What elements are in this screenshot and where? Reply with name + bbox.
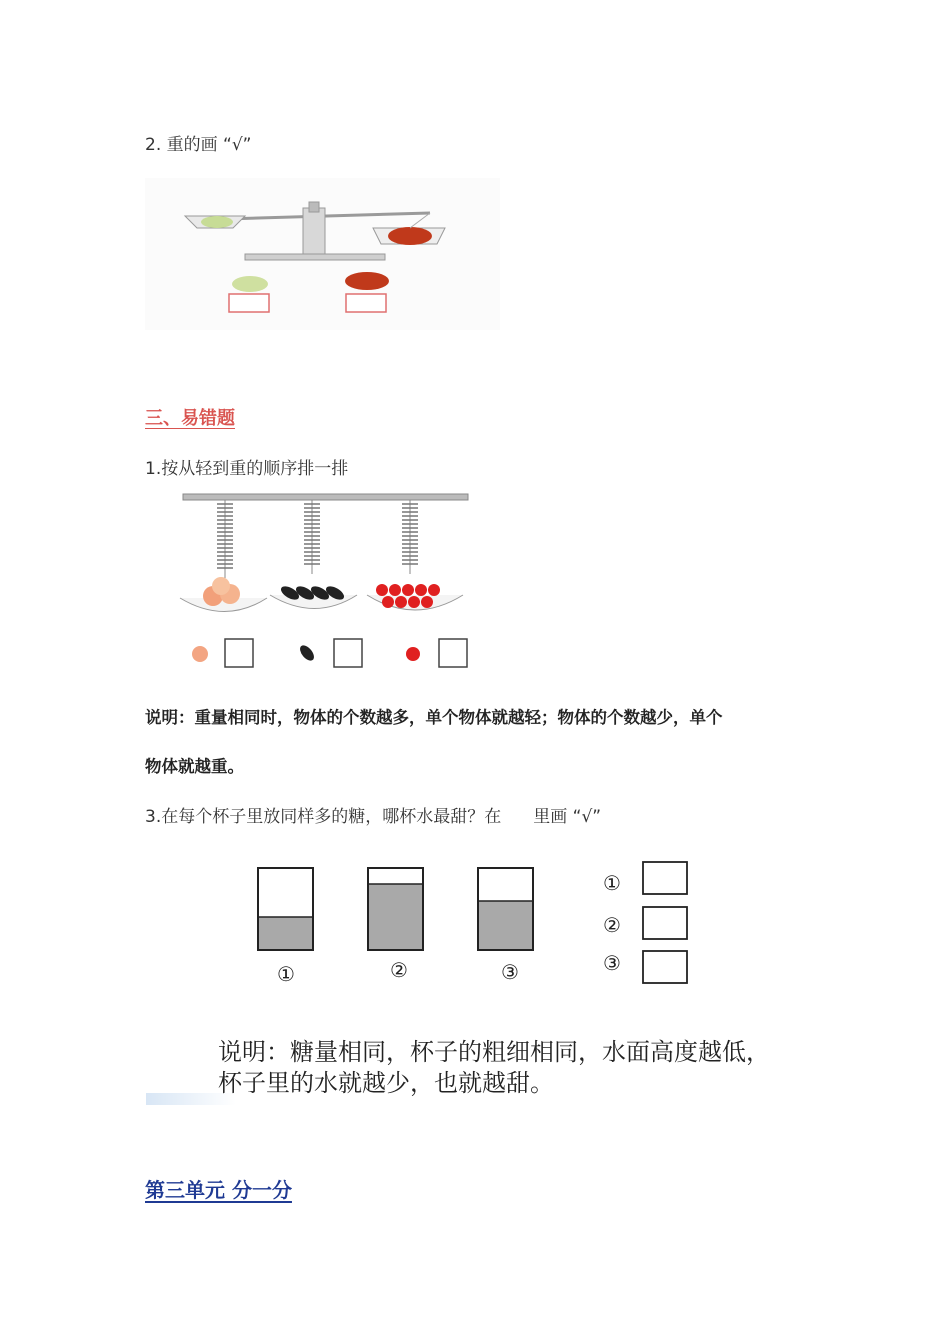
cup-1 <box>258 868 313 950</box>
balance-scale-image <box>145 178 500 330</box>
scale-pillar <box>303 208 325 256</box>
cups-note-line-2: 杯子里的水就越少，也就越甜。 <box>218 1069 554 1097</box>
answer-box-cup-3[interactable] <box>643 951 687 983</box>
spring-1 <box>217 500 233 578</box>
question-3-text-after: 里画 “√” <box>533 807 602 827</box>
answer-label-1: ① <box>603 871 621 895</box>
scale-base <box>245 254 385 260</box>
answer-box-cup-2[interactable] <box>643 907 687 939</box>
answer-box-sweet-potato[interactable] <box>346 294 386 312</box>
cup-3 <box>478 868 533 950</box>
melon-icon <box>232 276 268 292</box>
spring-3 <box>402 500 418 574</box>
cup-label-3: ③ <box>501 960 519 984</box>
question-3-text-before: 3.在每个杯子里放同样多的糖，哪杯水最甜？在 <box>145 807 502 827</box>
answer-box-cup-1[interactable] <box>643 862 687 894</box>
melon-on-pan <box>201 216 233 228</box>
sweet-potato-icon <box>345 272 389 290</box>
eggplant-small-icon <box>297 643 316 663</box>
spring-2 <box>304 500 320 574</box>
cup-2 <box>368 868 423 950</box>
hanging-bar <box>183 494 468 500</box>
section-heading-mistakes: 三、易错题 <box>145 408 235 429</box>
cup-label-2: ② <box>390 958 408 982</box>
answer-box-eggplant[interactable] <box>334 639 362 667</box>
cups-note-line-1: 说明：糖量相同，杯子的粗细相同，水面高度越低， <box>218 1038 770 1066</box>
answer-label-2: ② <box>603 913 621 937</box>
peach-small-icon <box>192 646 208 662</box>
answer-label-3: ③ <box>603 951 621 975</box>
question-1-text: 1.按从轻到重的顺序排一排 <box>145 459 349 479</box>
question-3-text <box>145 802 601 827</box>
answer-box-strawberry[interactable] <box>439 639 467 667</box>
answer-box-melon[interactable] <box>229 294 269 312</box>
note-1-line-2: 物体就越重。 <box>145 757 244 776</box>
sweet-potato-on-pan <box>388 227 432 245</box>
unit-3-heading: 第三单元 分一分 <box>145 1178 292 1202</box>
question-2-text: 2. 重的画 “√” <box>145 135 252 155</box>
note-1-line-1: 说明：重量相同时，物体的个数越多，单个物体就越轻；物体的个数越少，单个 <box>145 708 723 727</box>
spring-scales-image <box>175 490 475 675</box>
cup-label-1: ① <box>277 962 295 986</box>
answer-box-peach[interactable] <box>225 639 253 667</box>
cups-image <box>146 843 840 1105</box>
strawberry-small-icon <box>406 647 420 661</box>
